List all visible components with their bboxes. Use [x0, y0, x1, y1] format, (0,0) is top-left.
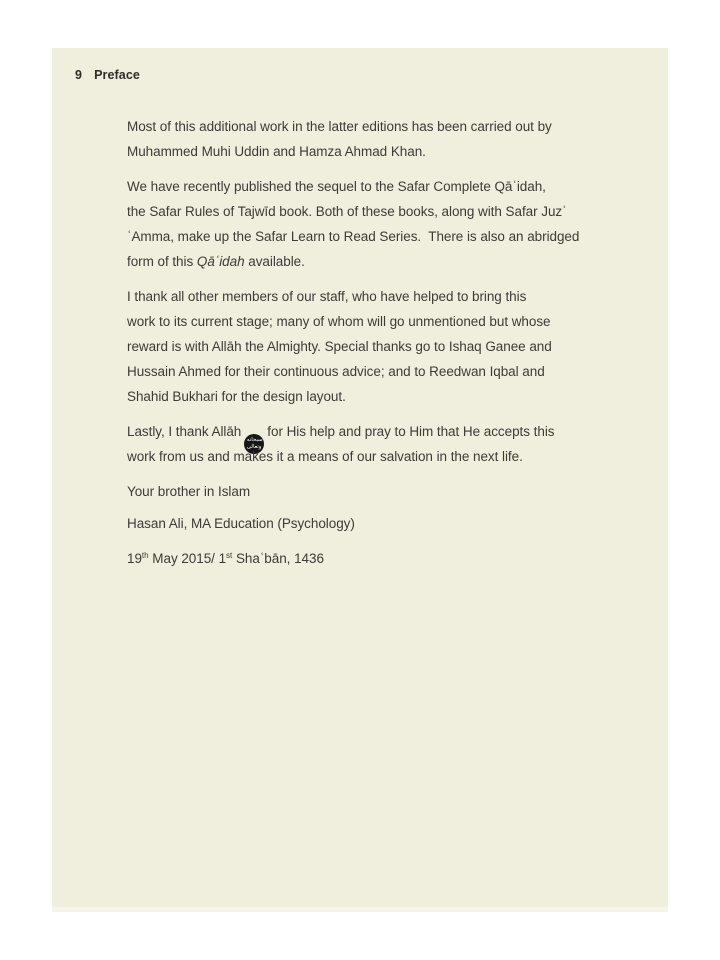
text-line: the Safar Rules of Tajwīd book. Both of these books, along with Safar Juzʾ	[127, 204, 567, 219]
text-segment: Lastly, I thank Allāh	[127, 424, 242, 439]
text-line: work to its current stage; many of whom will go unmentioned but whose	[127, 314, 551, 329]
date-line	[127, 543, 608, 568]
page-number: 9	[75, 68, 83, 82]
text-line: We have recently published the sequel to the Safar Complete Qāʿidah,	[127, 179, 546, 194]
text-segment: Shaʿbān, 1436	[232, 551, 324, 566]
page-header	[75, 68, 608, 82]
page-title: Preface	[94, 68, 140, 82]
paragraph-2	[127, 174, 608, 274]
text-line: Hussain Ahmed for their continuous advice; and to Reedwan Iqbal and	[127, 364, 545, 379]
text-line: Muhammed Muhi Uddin and Hamza Ahmad Khan.	[127, 144, 426, 159]
text-segment: 19	[127, 551, 142, 566]
paragraph-4	[127, 419, 608, 469]
paragraph-1	[127, 114, 608, 164]
text-segment: May 2015/ 1	[148, 551, 227, 566]
ordinal-superscript: st	[226, 551, 233, 560]
text-segment: for His help and pray to Him that He accepts this	[267, 424, 555, 439]
text-line: Most of this additional work in the latter editions has been carried out by	[127, 119, 552, 134]
text-segment: available.	[244, 254, 305, 269]
text-line	[127, 543, 608, 568]
honorific-line-1: سبحانه	[246, 437, 263, 443]
ordinal-superscript: th	[141, 551, 149, 560]
text-line	[127, 249, 608, 274]
text-segment: form of this	[127, 254, 197, 269]
book-title-italic: Qāʿidah	[196, 254, 245, 269]
text-line: work from us and makes it a means of our salvation in the next life.	[127, 449, 523, 464]
text-line: ʿAmma, make up the Safar Learn to Read Series. There is also an abridged	[127, 229, 580, 244]
honorific-line-2: وتعالى	[247, 443, 262, 450]
text-line: I thank all other members of our staff, who have helped to bring this	[127, 289, 527, 304]
text-line: Hasan Ali, MA Education (Psychology)	[127, 516, 355, 531]
text-line: reward is with Allāh the Almighty. Special thanks go to Ishaq Ganee and	[127, 339, 552, 354]
text-line: Your brother in Islam	[127, 484, 251, 499]
preface-body	[127, 114, 608, 568]
author-line	[127, 511, 608, 536]
text-line	[127, 419, 608, 450]
book-page	[52, 48, 668, 912]
signature-line	[127, 479, 608, 504]
text-line: Shahid Bukhari for the design layout.	[127, 389, 346, 404]
paragraph-3	[127, 284, 608, 409]
